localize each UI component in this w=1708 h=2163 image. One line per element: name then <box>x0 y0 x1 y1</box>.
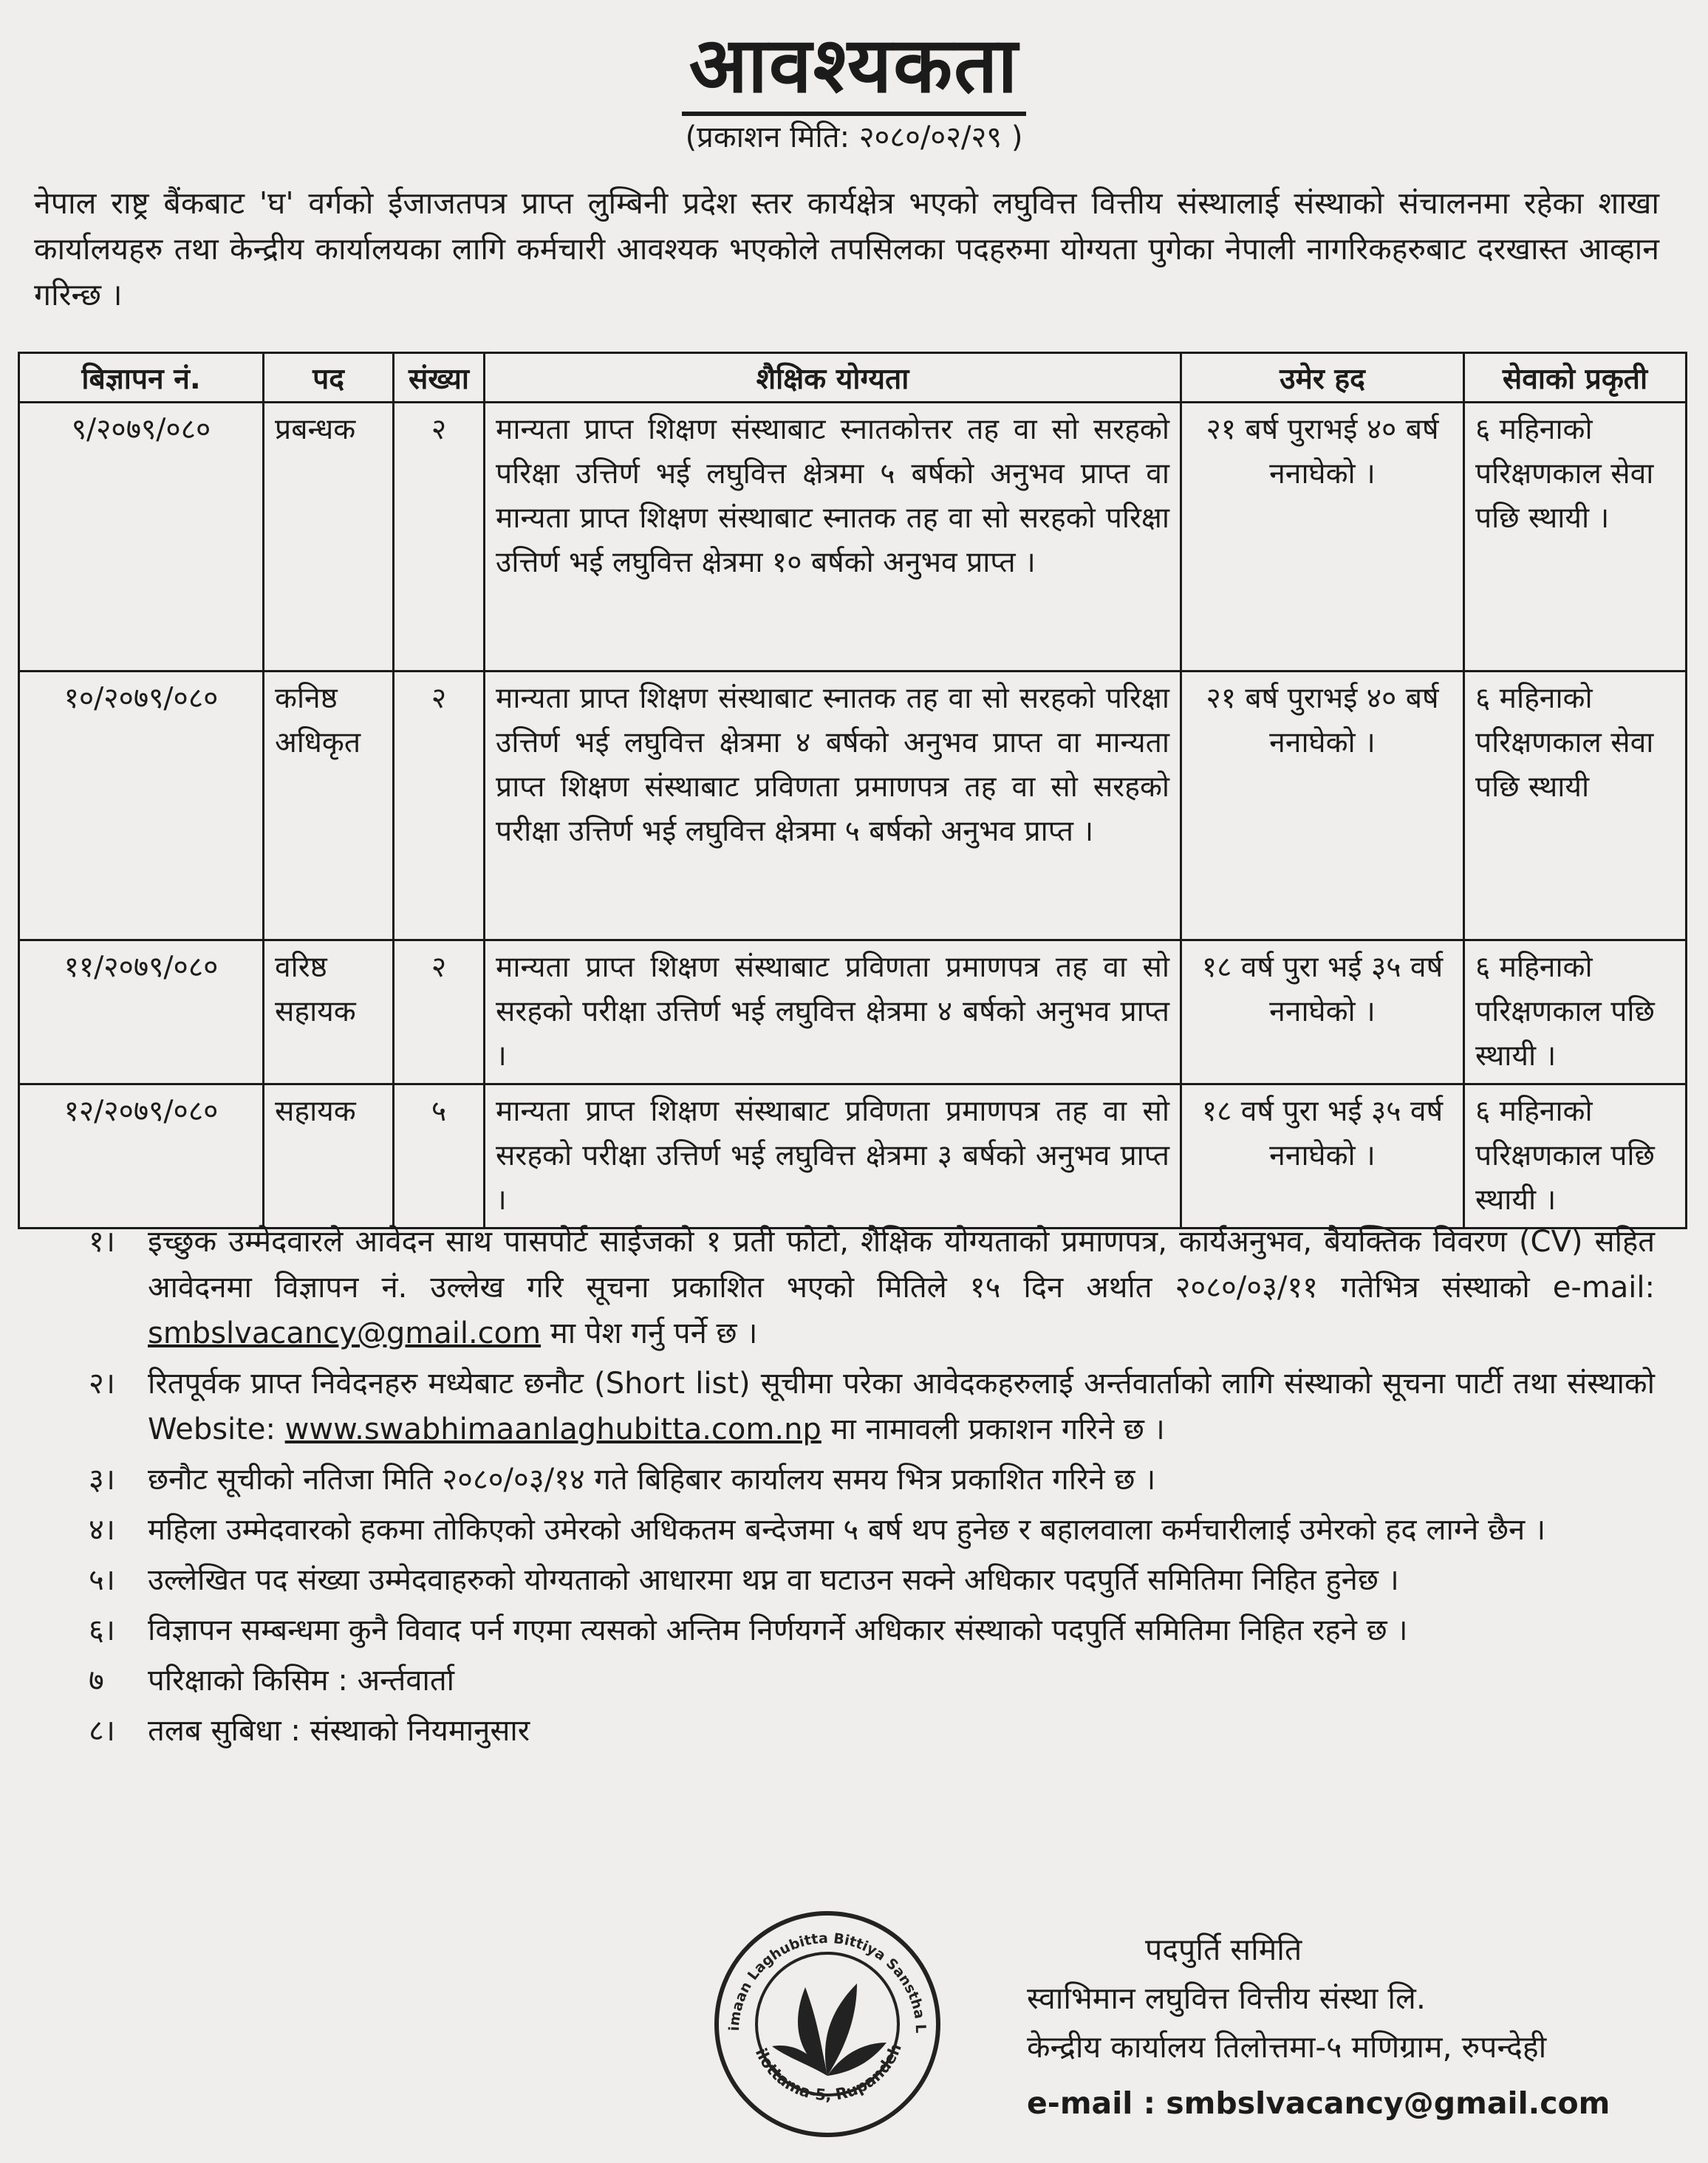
advert-no: ९/२०७९/०८० <box>19 403 264 672</box>
signature-block <box>1027 1925 1677 2128</box>
note-number: ७ <box>89 1664 104 1698</box>
note-text: तलब सुबिधा : संस्थाको नियमानुसार <box>148 1714 530 1748</box>
intro-paragraph: नेपाल राष्ट्र बैंकबाट 'घ' वर्गको ईजाजतपत्र प्राप्त लुम्बिनी प्रदेश स्तर कार्यक्षेत्र भएको लघुवित्त वित्तीय संस्थालाई संस्थाको संचालनमा रहेका शाखा कार्यालयहरु तथा केन्द्रीय कार्यालयका लागि कर्मचारी आवश्यक भएकोले तपसिलका पदहरुमा योग्यता पुगेका नेपाली नागरिकहरुबाट दरखास्त आव्हान गरिन्छ । <box>34 185 1659 312</box>
note-text: छनौट सूचीको नतिजा मिति २०८०/०३/१४ गते बिहिबार कार्यालय समय भित्र प्रकाशित गरिने छ । <box>148 1463 1156 1497</box>
seal-icon <box>709 1906 946 2142</box>
post: कनिष्ठ अधिकृत <box>264 672 394 940</box>
table-row <box>19 403 1687 672</box>
svg-text:Swabhimaan Laghubitta Bittiya <box>709 1906 929 2033</box>
qualification: मान्यता प्राप्त शिक्षण संस्थाबाट प्रविणता प्रमाणपत्र तह वा सो सरहको परीक्षा उत्तिर्ण भई लघुवित्त क्षेत्रमा ३ बर्षको अनुभव प्राप्त । <box>485 1084 1181 1229</box>
organization-email: e-mail : smbslvacancy@gmail.com <box>1027 2085 1610 2121</box>
post: प्रबन्धक <box>264 403 394 672</box>
note-text: रितपूर्वक प्राप्त निवेदनहरु मध्येबाट छनौट (Short list) सूचीमा परेका आवेदकहरुलाई अर्न्तवार्ताको लागि संस्थाको सूचना पार्टी तथा संस्थाको Website: <box>148 1367 1655 1446</box>
committee-name: पदपुर्ति समिति <box>1145 1932 1302 1967</box>
note-text: मा पेश गर्नु पर्ने छ । <box>550 1316 758 1350</box>
count: ५ <box>394 1084 485 1229</box>
table-row <box>19 940 1687 1084</box>
organization-address: केन्द्रीय कार्यालय तिलोत्तमा-५ मणिग्राम, रुपन्देही <box>1027 2029 1547 2065</box>
col-qualification: शैक्षिक योग्यता <box>485 353 1181 403</box>
list-item <box>89 1557 1655 1603</box>
col-post: पद <box>264 353 394 403</box>
count: २ <box>394 403 485 672</box>
service-nature: ६ महिनाको परिक्षणकाल पछि स्थायी । <box>1464 1084 1687 1229</box>
qualification: मान्यता प्राप्त शिक्षण संस्थाबाट प्रविणता प्रमाणपत्र तह वा सो सरहको परीक्षा उत्तिर्ण भई लघुवित्त क्षेत्रमा ४ बर्षको अनुभव प्राप्त । <box>485 940 1181 1084</box>
advert-no: १०/२०७९/०८० <box>19 672 264 940</box>
list-item <box>89 1607 1655 1653</box>
vacancy-table <box>18 352 1687 1229</box>
age-limit: १८ वर्ष पुरा भई ३५ वर्ष ननाघेको । <box>1181 1084 1464 1229</box>
seal-text-top: imaan Laghubitta Bittiya Sanstha L <box>725 1930 929 2034</box>
col-service-nature: सेवाको प्रकृती <box>1464 353 1687 403</box>
advert-no: १२/२०७९/०८० <box>19 1084 264 1229</box>
post: वरिष्ठ सहायक <box>264 940 394 1084</box>
age-limit: १८ वर्ष पुरा भई ३५ वर्ष ननाघेको । <box>1181 940 1464 1084</box>
qualification: मान्यता प्राप्त शिक्षण संस्थाबाट स्नातकोत्तर तह वा सो सरहको परिक्षा उत्तिर्ण भई लघुवित्त क्षेत्रमा ५ बर्षको अनुभव प्राप्त वा मान्यता प्राप्त शिक्षण संस्थाबाट स्नातक तह वा सो सरहको परिक्षा उत्तिर्ण भई लघुवित्त क्षेत्रमा १० बर्षको अनुभव प्राप्त । <box>485 403 1181 672</box>
table-row <box>19 1084 1687 1229</box>
note-text: उल्लेखित पद संख्या उम्मेदवाहरुको योग्यताको आधारमा थप्न वा घटाउन सक्ने अधिकार पदपुर्ति समितिमा निहित हुनेछ । <box>148 1563 1399 1597</box>
list-item <box>89 1361 1655 1452</box>
note-number: २। <box>89 1367 115 1401</box>
service-nature: ६ महिनाको परिक्षणकाल सेवा पछि स्थायी <box>1464 672 1687 940</box>
note-text: महिला उम्मेदवारको हकमा तोकिएको उमेरको अधिकतम बन्देजमा ५ बर्ष थप हुनेछ र बहालवाला कर्मचारीलाई उमेरको हद लाग्ने छैन । <box>148 1513 1546 1547</box>
service-nature: ६ महिनाको परिक्षणकाल पछि स्थायी । <box>1464 940 1687 1084</box>
note-number: ४। <box>89 1513 115 1547</box>
table-header-row <box>19 353 1687 403</box>
seal-text-bottom: ilottama-5, Rupandeh <box>751 2040 905 2105</box>
post: सहायक <box>264 1084 394 1229</box>
advert-no: ११/२०७९/०८० <box>19 940 264 1084</box>
organization-seal <box>709 1906 946 2142</box>
note-number: ६। <box>89 1613 115 1647</box>
note-number: १। <box>89 1225 115 1259</box>
email-link[interactable]: smbslvacancy@gmail.com <box>148 1316 542 1350</box>
age-limit: २१ बर्ष पुराभई ४० बर्ष ननाघेको । <box>1181 672 1464 940</box>
list-item <box>89 1708 1655 1754</box>
col-age-limit: उमेर हद <box>1181 353 1464 403</box>
list-item <box>89 1658 1655 1704</box>
website-link[interactable]: www.swabhimaanlaghubitta.com.np <box>284 1412 821 1446</box>
note-text: विज्ञापन सम्बन्धमा कुनै विवाद पर्न गएमा त्यसको अन्तिम निर्णयगर्ने अधिकार संस्थाको पदपुर्ति समितिमा निहित रहने छ । <box>148 1613 1408 1647</box>
note-text: मा नामावली प्रकाशन गरिने छ । <box>830 1412 1165 1446</box>
note-number: ८। <box>89 1714 115 1748</box>
note-number: ३। <box>89 1463 115 1497</box>
note-number: ५। <box>89 1563 115 1597</box>
list-item <box>89 1457 1655 1503</box>
count: २ <box>394 940 485 1084</box>
notes-list <box>89 1219 1655 1758</box>
organization-name: स्वाभिमान लघुवित्त वित्तीय संस्था लि. <box>1027 1981 1426 2016</box>
table-row <box>19 672 1687 940</box>
list-item <box>89 1507 1655 1553</box>
service-nature: ६ महिनाको परिक्षणकाल सेवा पछि स्थायी । <box>1464 403 1687 672</box>
publication-date: (प्रकाशन मिति: २०८०/०२/२९ ) <box>685 120 1023 154</box>
col-advert-no: बिज्ञापन नं. <box>19 353 264 403</box>
note-text: इच्छुक उम्मेदवारले आवेदन साथ पासपोर्ट साईजको १ प्रती फोटो, शैक्षिक योग्यताको प्रमाणपत्र, कार्यअनुभव, बैयक्तिक विवरण (CV) सहित आवेदनमा विज्ञापन नं. उल्लेख गरि सूचना प्रकाशित भएको मितिले १५ दिन अर्थात २०८०/०३/११ गतेभित्र संस्थाको e-mail: <box>148 1225 1655 1305</box>
count: २ <box>394 672 485 940</box>
age-limit: २१ बर्ष पुराभई ४० बर्ष ननाघेको । <box>1181 403 1464 672</box>
page-title: आवश्यकता <box>0 10 1708 115</box>
note-text: परिक्षाको किसिम : अर्न्तवार्ता <box>148 1664 455 1698</box>
qualification: मान्यता प्राप्त शिक्षण संस्थाबाट स्नातक तह वा सो सरहको परिक्षा उत्तिर्ण भई लघुवित्त क्षेत्रमा ४ बर्षको अनुभव प्राप्त वा मान्यता प्राप्त शिक्षण संस्थाबाट प्रविणता प्रमाणपत्र तह वा सो सरहको परीक्षा उत्तिर्ण भई लघुवित्त क्षेत्रमा ५ बर्षको अनुभव प्राप्त । <box>485 672 1181 940</box>
list-item <box>89 1219 1655 1356</box>
col-count: संख्या <box>394 353 485 403</box>
